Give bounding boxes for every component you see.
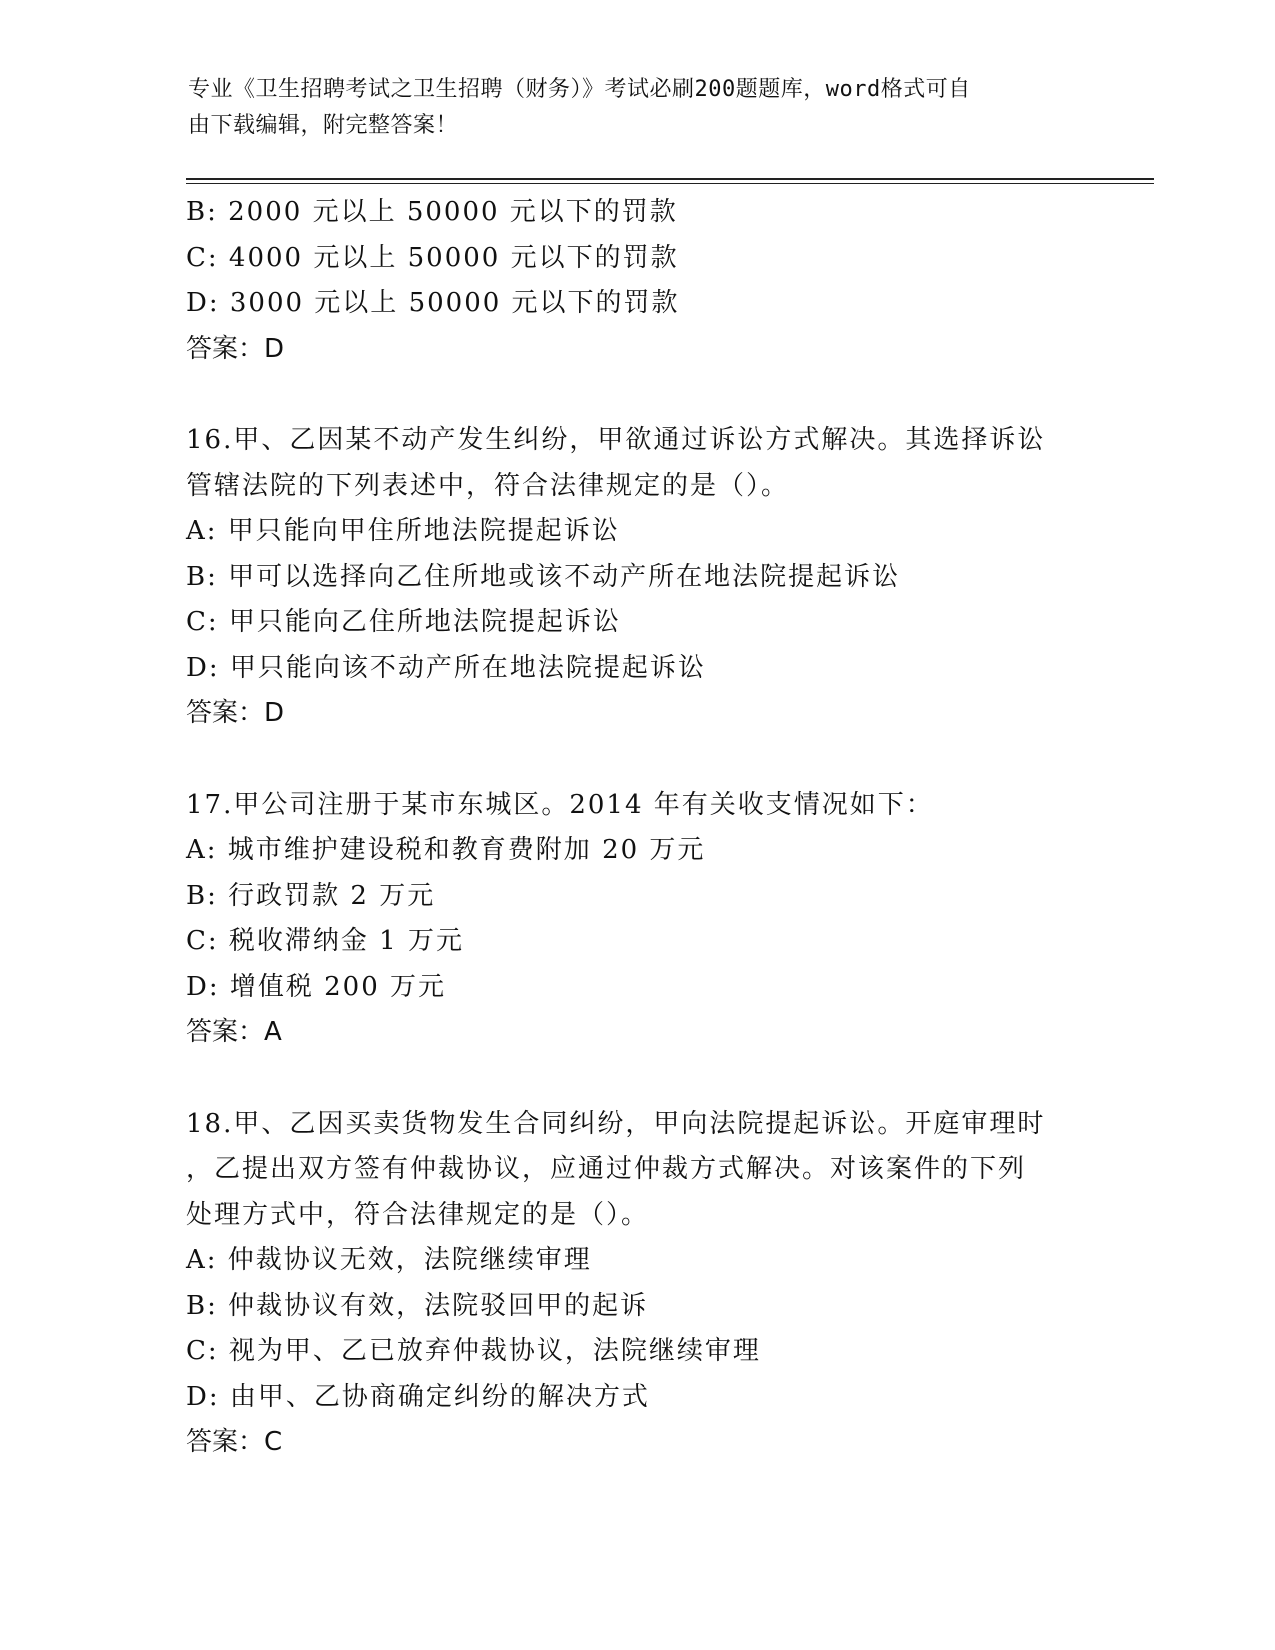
header-divider — [186, 178, 1154, 184]
option-c: C: 税收滞纳金 1 万元 — [186, 926, 464, 956]
option-d: D: 由甲、乙协商确定纠纷的解决方式 — [186, 1381, 650, 1412]
question-block — [186, 190, 1086, 372]
answer-line: 答案：D — [186, 698, 285, 728]
question-stem-line: 处理方式中，符合法律规定的是（）。 — [186, 1199, 650, 1230]
answer-line: 答案：D — [186, 333, 285, 364]
question-block — [186, 1102, 1086, 1466]
header-line-1: 专业《卫生招聘考试之卫生招聘（财务）》考试必刷200题题库，word格式可自 — [188, 77, 971, 102]
question-stem-line: 16.甲、乙因某不动产发生纠纷，甲欲通过诉讼方式解决。其选择诉讼 — [186, 425, 1046, 455]
option-d: D: 甲只能向该不动产所在地法院提起诉讼 — [186, 652, 706, 683]
question-block — [186, 418, 1086, 737]
option-c: C: 甲只能向乙住所地法院提起诉讼 — [186, 607, 621, 637]
question-list — [186, 190, 1086, 1466]
option-b: B: 2000 元以上 50000 元以下的罚款 — [186, 197, 678, 227]
option-a: A: 仲裁协议无效，法院继续审理 — [186, 1245, 592, 1275]
option-a: A: 城市维护建设税和教育费附加 20 万元 — [186, 835, 706, 865]
option-c: C: 4000 元以上 50000 元以下的罚款 — [186, 242, 679, 273]
question-stem-line: 管辖法院的下列表述中，符合法律规定的是（）。 — [186, 470, 790, 501]
answer-line: 答案：A — [186, 1017, 282, 1047]
question-stem-line: ，乙提出双方签有仲裁协议，应通过仲裁方式解决。对该案件的下列 — [186, 1154, 1027, 1184]
question-stem-line: 18.甲、乙因买卖货物发生合同纠纷，甲向法院提起诉讼。开庭审理时 — [186, 1108, 1046, 1139]
option-d: D: 3000 元以上 50000 元以下的罚款 — [186, 288, 680, 318]
question-stem-line: 17.甲公司注册于某市东城区。2014 年有关收支情况如下： — [186, 789, 934, 820]
document-header — [188, 72, 1068, 144]
spacer — [186, 372, 1086, 418]
option-b: B: 仲裁协议有效，法院驳回甲的起诉 — [186, 1290, 649, 1321]
spacer — [186, 737, 1086, 783]
spacer — [186, 1056, 1086, 1102]
header-line-2: 由下载编辑，附完整答案！ — [188, 113, 459, 138]
option-b: B: 行政罚款 2 万元 — [186, 880, 436, 911]
option-a: A: 甲只能向甲住所地法院提起诉讼 — [186, 516, 620, 546]
option-b: B: 甲可以选择向乙住所地或该不动产所在地法院提起诉讼 — [186, 561, 901, 592]
question-block — [186, 783, 1086, 1056]
option-d: D: 增值税 200 万元 — [186, 971, 447, 1002]
option-c: C: 视为甲、乙已放弃仲裁协议，法院继续审理 — [186, 1336, 761, 1366]
answer-line: 答案：C — [186, 1427, 283, 1457]
